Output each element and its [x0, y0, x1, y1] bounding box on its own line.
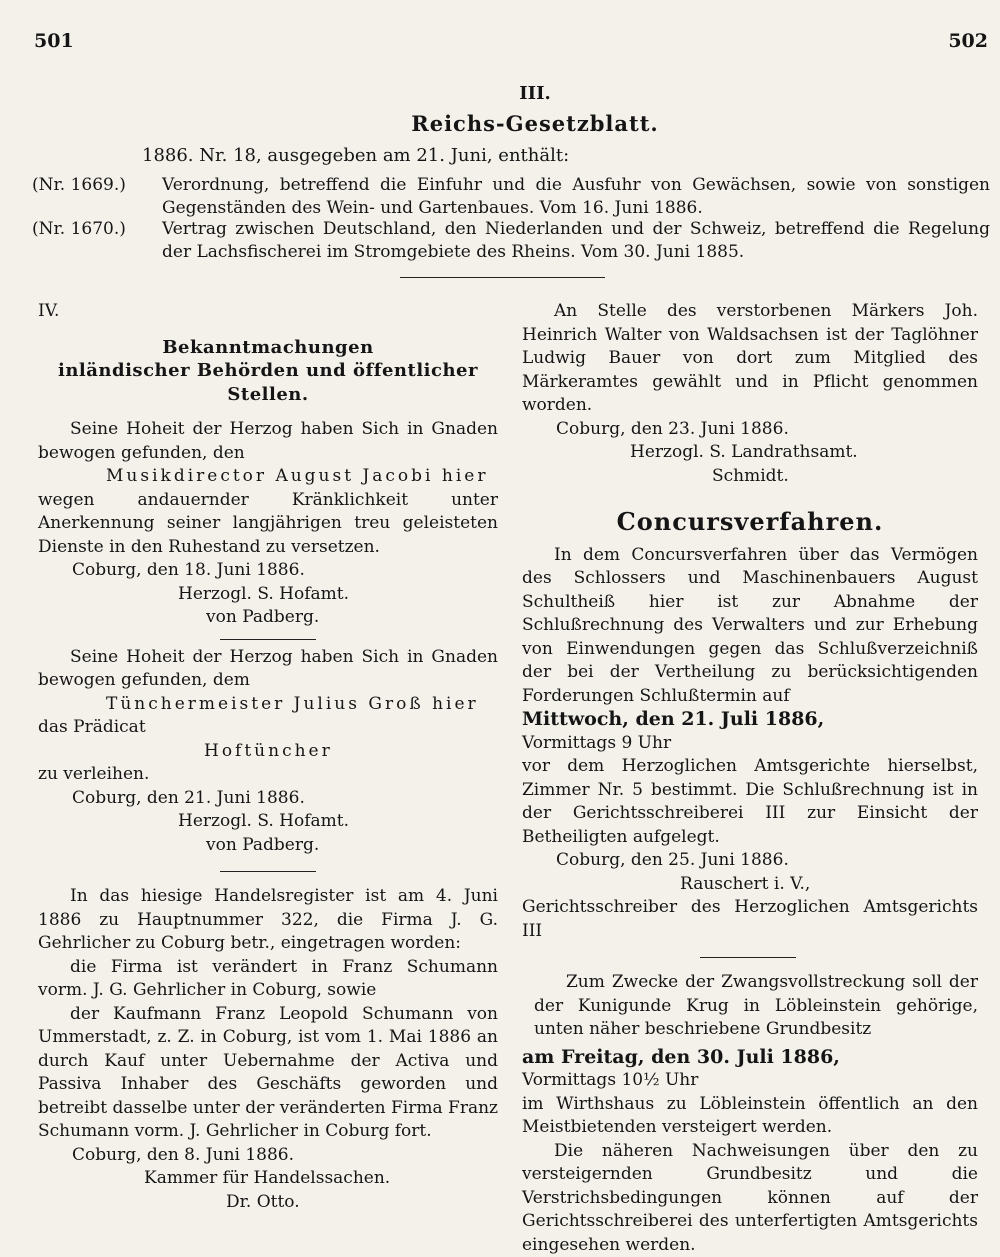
- page-number-left: 501: [34, 30, 74, 52]
- notice-title: Hoftüncher: [38, 740, 498, 764]
- notice-name: Musikdirector August Jacobi hier: [38, 465, 498, 489]
- law-text: Vertrag zwischen Deutschland, den Niederlanden und der Schweiz, betreffend die Regelung der Lachsfischerei im Stromgebiete des Rheins. Vom 30. Juni 1885.: [162, 218, 990, 264]
- law-ref: (Nr. 1670.): [32, 218, 160, 241]
- law-text: Verordnung, betreffend die Einfuhr und die Ausfuhr von Gewächsen, sowie von sonstigen Gegenständen des Wein- und Gartenbaues. Vom 16. Juni 1886.: [162, 174, 990, 220]
- notice-text: die Firma ist verändert in Franz Schumann vorm. J. G. Gehrlicher in Coburg, sowie: [38, 956, 498, 1003]
- office: Herzogl. S. Hofamt.: [38, 810, 498, 834]
- left-column: [38, 300, 498, 1214]
- section-number: IV.: [38, 300, 498, 324]
- notice-jacobi: [38, 418, 498, 630]
- notice-text: vor dem Herzoglichen Amtsgerichte hierselbst, Zimmer Nr. 5 bestimmt. Die Schlußrechnung ist in der Gerichtsschreiberei III zur Einsicht der Betheiligten aufgelegt.: [522, 755, 978, 849]
- notice-maerker: [522, 300, 978, 488]
- office: Gerichtsschreiber des Herzoglichen Amtsgerichts III: [522, 896, 978, 943]
- section-intro: 1886. Nr. 18, ausgegeben am 21. Juni, enthält:: [142, 144, 942, 167]
- notice-text: Zum Zwecke der Zwangsvollstreckung soll der der Kunigunde Krug in Löbleinstein gehörige, unten näher beschriebene Grundbesitz: [522, 971, 978, 1042]
- notice-date: am Freitag, den 30. Juli 1886,: [522, 1046, 978, 1070]
- divider: [220, 639, 316, 640]
- notice-date: Mittwoch, den 21. Juli 1886,: [522, 708, 978, 732]
- notice-text: der Kaufmann Franz Leopold Schumann von Ummerstadt, z. Z. in Coburg, ist vom 1. Mai 1886 an durch Kauf unter Uebernahme der Activa und Passiva Inhaber des Geschäfts geworden und betreibt dasselbe unter der veränderten Firma Franz Schumann vorm. J. Gehrlicher in Coburg fort.: [38, 1003, 498, 1144]
- office: Herzogl. S. Landrathsamt.: [522, 441, 978, 465]
- notice-text: wegen andauernder Kränklichkeit unter Anerkennung seiner langjährigen treu geleisteten Dienste in den Ruhestand zu versetzen.: [38, 489, 498, 560]
- notice-text: An Stelle des verstorbenen Märkers Joh. Heinrich Walter von Waldsachsen ist der Taglöhner Ludwig Bauer von dort zum Mitglied des Märkeramtes gewählt und in Pflicht genommen worden.: [522, 300, 978, 418]
- place-date: Coburg, den 8. Juni 1886.: [38, 1144, 498, 1168]
- notice-time: Vormittags 9 Uhr: [522, 732, 978, 756]
- section-title: Concursverfahren.: [522, 510, 978, 534]
- section-title: Reichs-Gesetzblatt.: [330, 112, 740, 135]
- notice-text: zu verleihen.: [38, 763, 498, 787]
- place-date: Coburg, den 18. Juni 1886.: [38, 559, 498, 583]
- signer: von Padberg.: [38, 606, 498, 630]
- notice-time: Vormittags 10½ Uhr: [522, 1069, 978, 1093]
- notice-text: In dem Concursverfahren über das Vermögen des Schlossers und Maschinenbauers August Schultheiß hier ist zur Abnahme der Schlußrechnung des Verwalters und zur Erhebung von Einwendungen gegen das Schlußverzeichniß der bei der Vertheilung zu berücksichtigenden Forderungen Schlußtermin auf: [522, 544, 978, 709]
- section-subtitle: inländischer Behörden und öffentlicher Stellen.: [38, 359, 498, 406]
- divider: [400, 277, 605, 278]
- notice-text: Seine Hoheit der Herzog haben Sich in Gnaden bewogen gefunden, dem: [38, 646, 498, 693]
- notice-text: Seine Hoheit der Herzog haben Sich in Gnaden bewogen gefunden, den: [38, 418, 498, 465]
- place-date: Coburg, den 23. Juni 1886.: [522, 418, 978, 442]
- office: Herzogl. S. Hofamt.: [38, 583, 498, 607]
- place-date: Coburg, den 25. Juni 1886.: [522, 849, 978, 873]
- right-column: [522, 300, 978, 1257]
- divider: [220, 871, 316, 872]
- notice-konkurs: [522, 544, 978, 944]
- divider: [700, 957, 796, 958]
- page-number-right: 502: [948, 30, 988, 52]
- notice-text: In das hiesige Handelsregister ist am 4. Juni 1886 zu Hauptnummer 322, die Firma J. G. Gehrlicher zu Coburg betr., eingetragen worden:: [38, 885, 498, 956]
- place-date: Coburg, den 21. Juni 1886.: [38, 787, 498, 811]
- notice-text: im Wirthshaus zu Löbleinstein öffentlich an den Meistbietenden versteigert werden.: [522, 1093, 978, 1140]
- section-number: III.: [485, 82, 585, 105]
- signer: Rauschert i. V.,: [522, 873, 978, 897]
- law-ref: (Nr. 1669.): [32, 174, 160, 197]
- notice-versteigerung: [522, 971, 978, 1257]
- notice-gross: [38, 646, 498, 858]
- office: Kammer für Handelssachen.: [38, 1167, 498, 1191]
- notice-text: Die näheren Nachweisungen über den zu versteigernden Grundbesitz und die Verstrichsbedingungen können auf der Gerichtsschreiberei des unterfertigten Amtsgerichts eingesehen werden.: [522, 1140, 978, 1257]
- signer: Dr. Otto.: [38, 1191, 498, 1215]
- notice-handelsregister: [38, 885, 498, 1214]
- signer: Schmidt.: [522, 465, 978, 489]
- section-title: Bekanntmachungen: [38, 336, 498, 360]
- signer: von Padberg.: [38, 834, 498, 858]
- notice-text: das Prädicat: [38, 716, 498, 740]
- notice-name: Tünchermeister Julius Groß hier: [38, 693, 498, 717]
